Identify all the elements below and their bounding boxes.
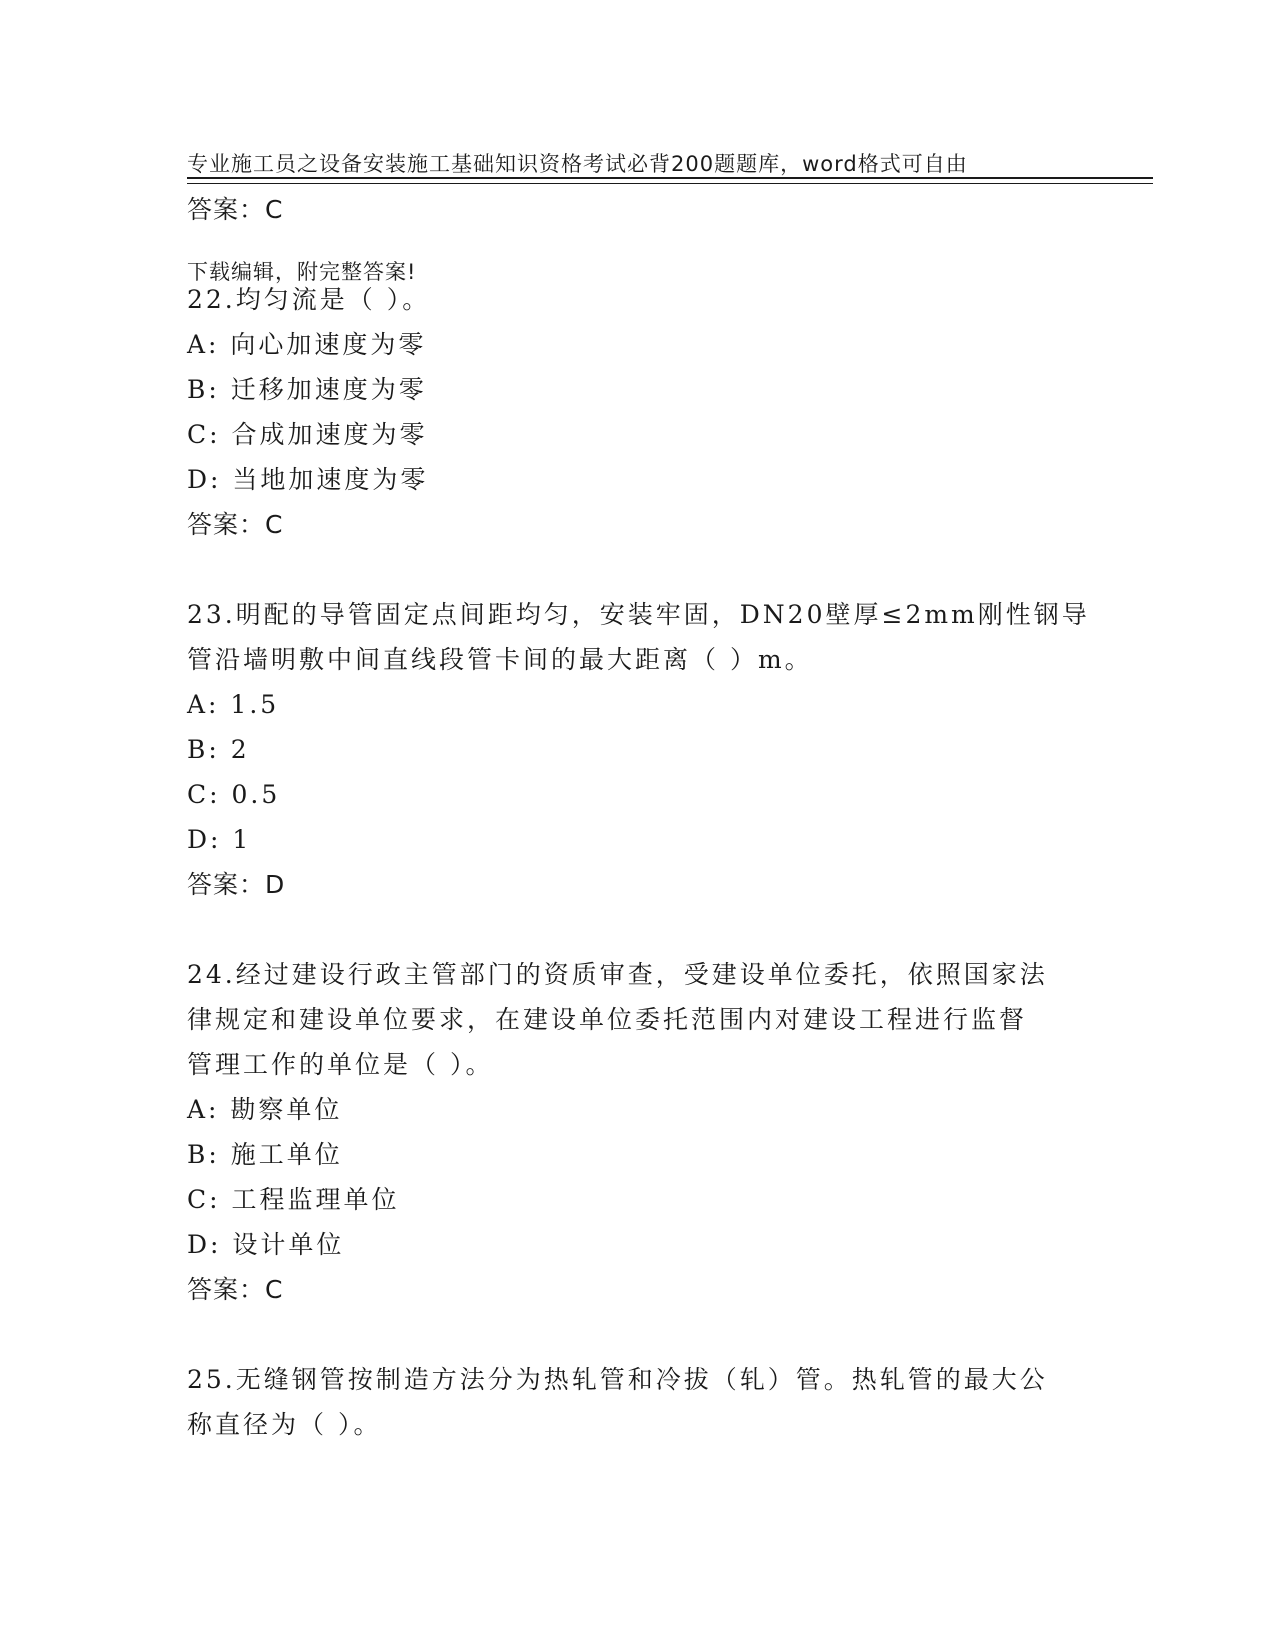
question-22-stem: 22.均匀流是（ ）。 xyxy=(187,285,431,314)
question-23-option-b: B: 2 xyxy=(187,735,250,764)
header-line-2: 下载编辑，附完整答案! xyxy=(187,260,417,284)
question-24-answer: 答案：C xyxy=(187,1275,284,1304)
question-24-option-d: D: 设计单位 xyxy=(187,1230,345,1259)
question-22-option-b: B: 迁移加速度为零 xyxy=(187,375,427,404)
question-23-option-c: C: 0.5 xyxy=(187,780,281,809)
question-24-option-a: A: 勘察单位 xyxy=(187,1095,343,1124)
header-divider-thick xyxy=(187,177,1153,179)
question-22-option-a: A: 向心加速度为零 xyxy=(187,330,427,359)
question-24-option-b: B: 施工单位 xyxy=(187,1140,343,1169)
question-22-option-c: C: 合成加速度为零 xyxy=(187,420,428,449)
question-22-answer: 答案：C xyxy=(187,510,284,539)
question-24-stem-line-2: 律规定和建设单位要求，在建设单位委托范围内对建设工程进行监督 xyxy=(187,1005,1028,1034)
question-24-stem-line-1: 24.经过建设行政主管部门的资质审查，受建设单位委托，依照国家法 xyxy=(187,960,1048,989)
question-23-option-d: D: 1 xyxy=(187,825,252,854)
question-23-answer: 答案：D xyxy=(187,870,286,899)
question-22-option-d: D: 当地加速度为零 xyxy=(187,465,429,494)
question-23-option-a: A: 1.5 xyxy=(187,690,280,719)
header-line-1: 专业施工员之设备安装施工基础知识资格考试必背200题题库，word格式可自由 xyxy=(187,152,968,176)
question-24-option-c: C: 工程监理单位 xyxy=(187,1185,400,1214)
question-23-stem-line-2: 管沿墙明敷中间直线段管卡间的最大距离（ ）m。 xyxy=(187,645,813,674)
previous-question-answer: 答案：C xyxy=(187,195,284,224)
question-25-stem-line-2: 称直径为（ ）。 xyxy=(187,1410,382,1439)
question-23-stem-line-1: 23.明配的导管固定点间距均匀，安装牢固，DN20壁厚≤2mm刚性钢导 xyxy=(187,600,1090,629)
document-header xyxy=(187,74,1067,362)
question-24-stem-line-3: 管理工作的单位是（ ）。 xyxy=(187,1050,494,1079)
header-divider-thin xyxy=(187,183,1153,184)
question-25-stem-line-1: 25.无缝钢管按制造方法分为热轧管和冷拔（轧）管。热轧管的最大公 xyxy=(187,1365,1048,1394)
